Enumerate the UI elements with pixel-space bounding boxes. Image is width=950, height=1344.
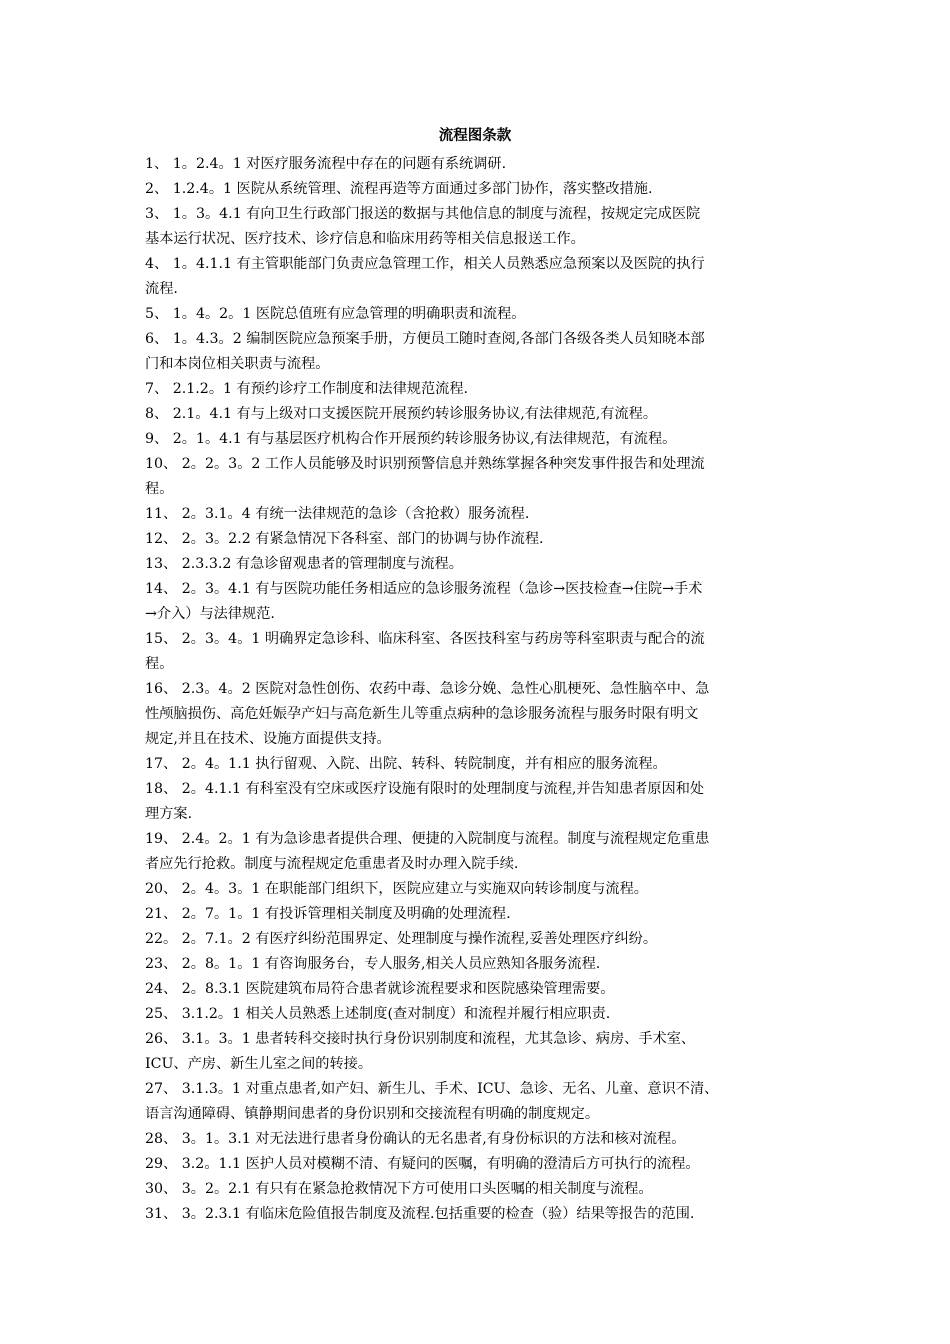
clause-item-continuation: 性颅脑损伤、高危妊娠孕产妇与高危新生儿等重点病种的急诊服务流程与服务时限有明文	[145, 706, 699, 722]
clause-item: 6、 1。4.3。2 编制医院应急预案手册，方便员工随时查阅,各部门各级各类人员知晓本部	[145, 331, 705, 347]
clause-item: 15、 2。3。4。1 明确界定急诊科、临床科室、各医技科室与药房等科室职责与配合的流	[145, 631, 705, 647]
clause-item: 13、 2.3.3.2 有急诊留观患者的管理制度与流程。	[145, 556, 463, 572]
clause-item: 9、 2。1。4.1 有与基层医疗机构合作开展预约转诊服务协议,有法律规范，有流程。	[145, 431, 677, 447]
clause-item: 2、 1.2.4。1 医院从系统管理、流程再造等方面通过多部门协作，落实整改措施.	[145, 181, 653, 197]
clause-item-continuation: 规定,并且在技术、设施方面提供支持。	[145, 731, 391, 747]
clause-item-continuation: ICU、产房、新生儿室之间的转接。	[145, 1056, 373, 1072]
clause-item-continuation: 门和本岗位相关职责与流程。	[145, 356, 330, 372]
clause-item: 30、 3。2。2.1 有只有在紧急抢救情况下方可使用口头医嘱的相关制度与流程。	[145, 1181, 653, 1197]
clause-item-continuation: 流程.	[145, 281, 178, 297]
clause-item: 5、 1。4。2。1 医院总值班有应急管理的明确职责和流程。	[145, 306, 526, 322]
clause-item: 20、 2。4。3。1 在职能部门组织下，医院应建立与实施双向转诊制度与流程。	[145, 881, 648, 897]
clause-item: 28、 3。1。3.1 对无法进行患者身份确认的无名患者,有身份标识的方法和核对流程。	[145, 1131, 686, 1147]
clause-item: 16、 2.3。4。2 医院对急性创伤、农药中毒、急诊分娩、急性心肌梗死、急性脑卒中、急	[145, 681, 710, 697]
document-title: 流程图条款	[438, 128, 512, 144]
clause-item-continuation: 者应先行抢救。制度与流程规定危重患者及时办理入院手续.	[145, 856, 519, 872]
clause-item: 25、 3.1.2。1 相关人员熟悉上述制度(查对制度）和流程并履行相应职责.	[145, 1006, 611, 1022]
clause-item: 26、 3.1。3。1 患者转科交接时执行身份识别制度和流程，尤其急诊、病房、手术室、	[145, 1031, 696, 1047]
clause-item: 29、 3.2。1.1 医护人员对模糊不清、有疑问的医嘱，有明确的澄清后方可执行的流程。	[145, 1156, 700, 1172]
clause-item: 1、 1。2.4。1 对医疗服务流程中存在的问题有系统调研.	[145, 156, 507, 172]
clause-item: 18、 2。4.1.1 有科室没有空床或医疗设施有限时的处理制度与流程,并告知患者原因和处	[145, 781, 705, 797]
clause-item-continuation: 程。	[145, 656, 174, 672]
clause-item-continuation: 程。	[145, 481, 174, 497]
clause-item: 4、 1。4.1.1 有主管职能部门负责应急管理工作，相关人员熟悉应急预案以及医院的执行	[145, 256, 705, 272]
clause-item: 11、 2。3.1。4 有统一法律规范的急诊（含抢救）服务流程.	[145, 506, 530, 522]
clause-item: 3、 1。3。4.1 有向卫生行政部门报送的数据与其他信息的制度与流程，按规定完成医院	[145, 206, 701, 222]
clause-item: 23、 2。8。1。1 有咨询服务台，专人服务,相关人员应熟知各服务流程.	[145, 956, 601, 972]
clause-list	[145, 152, 825, 1227]
clause-item: 14、 2。3。4.1 有与医院功能任务相适应的急诊服务流程（急诊→医技检查→住院→手术	[145, 581, 703, 597]
clause-item: 10、 2。2。3。2 工作人员能够及时识别预警信息并熟练掌握各种突发事件报告和处理流	[145, 456, 705, 472]
clause-item: 21、 2。7。1。1 有投诉管理相关制度及明确的处理流程.	[145, 906, 511, 922]
clause-item: 12、 2。3。2.2 有紧急情况下各科室、部门的协调与协作流程.	[145, 531, 544, 547]
clause-item: 27、 3.1.3。1 对重点患者,如产妇、新生儿、手术、ICU、急诊、无名、儿童、意识不清、	[145, 1081, 719, 1097]
clause-item: 31、 3。2.3.1 有临床危险值报告制度及流程.包括重要的检查（验）结果等报告的范围.	[145, 1206, 695, 1222]
clause-item: 17、 2。4。1.1 执行留观、入院、出院、转科、转院制度，并有相应的服务流程。	[145, 756, 667, 772]
clause-item: 7、 2.1.2。1 有预约诊疗工作制度和法律规范流程.	[145, 381, 469, 397]
clause-item: 8、 2.1。4.1 有与上级对口支援医院开展预约转诊服务协议,有法律规范,有流程。	[145, 406, 658, 422]
clause-item: 19、 2.4。2。1 有为急诊患者提供合理、便捷的入院制度与流程。制度与流程规定危重患	[145, 831, 710, 847]
clause-item-continuation: 基本运行状况、医疗技术、诊疗信息和临床用药等相关信息报送工作。	[145, 231, 585, 247]
clause-item: 22。 2。7.1。2 有医疗纠纷范围界定、处理制度与操作流程,妥善处理医疗纠纷。	[145, 931, 658, 947]
clause-item-continuation: →介入）与法律规范.	[145, 606, 275, 622]
clause-item: 24、 2。8.3.1 医院建筑布局符合患者就诊流程要求和医院感染管理需要。	[145, 981, 615, 997]
clause-item-continuation: 语言沟通障碍、镇静期间患者的身份识别和交接流程有明确的制度规定。	[145, 1106, 600, 1122]
clause-item-continuation: 理方案.	[145, 806, 193, 822]
